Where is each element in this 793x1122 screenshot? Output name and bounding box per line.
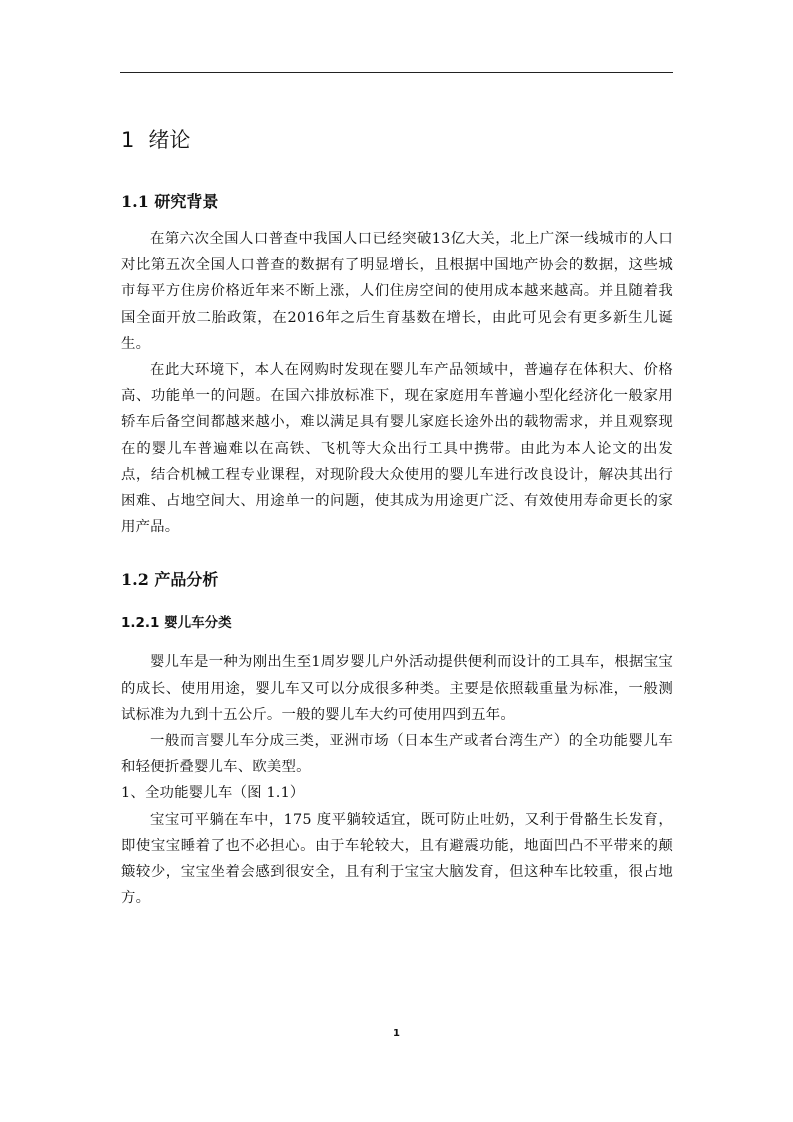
section-title-1-2: 1.2 产品分析 [121, 570, 219, 590]
subsection-title-1-2-1: 1.2.1 婴儿车分类 [121, 615, 232, 632]
paragraph-background-2: 在此大环境下，本人在网购时发现在婴儿车产品领域中，普遍存在体积大、价格高、功能单一的问题。在国六排放标准下，现在家庭用车普遍小型化经济化一般家用轿车后备空间都越来越小，难以满足具有婴儿家庭长途外出的载物需求，并且观察现在的婴儿车普遍难以在高铁、飞机等大众出行工具中携带。由此为本人论文的出发点，结合机械工程专业课程，对现阶段大众使用的婴儿车进行改良设计，解决其出行困难、占地空间大、用途单一的问题，使其成为用途更广泛、有效使用寿命更长的家用产品。 [121, 362, 673, 536]
paragraph-background-1: 在第六次全国人口普查中我国人口已经突破13亿大关，北上广深一线城市的人口对比第五次全国人口普查的数据有了明显增长，且根据中国地产协会的数据，这些城市每平方住房价格近年来不断上涨，人们住房空间的使用成本越来越高。并且随着我国全面开放二胎政策，在2016年之后生育基数在增长，由此可见会有更多新生儿诞生。 [121, 231, 673, 352]
list-item-full-function-stroller: 1、全功能婴儿车（图 1.1） [121, 785, 305, 802]
section-title-1-1: 1.1 研究背景 [121, 192, 219, 211]
chapter-title-text: 绪论 [148, 128, 191, 152]
header-rule [120, 72, 673, 73]
page-content [121, 118, 673, 911]
page-number: 1 [393, 1028, 400, 1039]
paragraph-full-function-stroller: 宝宝可平躺在车中，175 度平躺较适宜，既可防止吐奶，又利于骨骼生长发育，即使宝宝睡着了也不必担心。由于车轮较大，且有避震功能，地面凹凸不平带来的颠簸较少，宝宝坐着会感到很安全，且有利于宝宝大脑发育，但这种车比较重，很占地方。 [121, 811, 673, 907]
paragraph-stroller-classification-2: 一般而言婴儿车分成三类，亚洲市场（日本生产或者台湾生产）的全功能婴儿车和轻便折叠婴儿车、欧美型。 [121, 733, 673, 776]
chapter-number: 1 [121, 128, 135, 152]
chapter-title [121, 118, 673, 162]
paragraph-stroller-classification-1: 婴儿车是一种为刚出生至1周岁婴儿户外活动提供便利而设计的工具车，根据宝宝的成长、使用用途，婴儿车又可以分成很多种类。主要是依照载重量为标准，一般测试标准为九到十五公斤。一般的婴儿车大约可使用四到五年。 [121, 654, 673, 723]
